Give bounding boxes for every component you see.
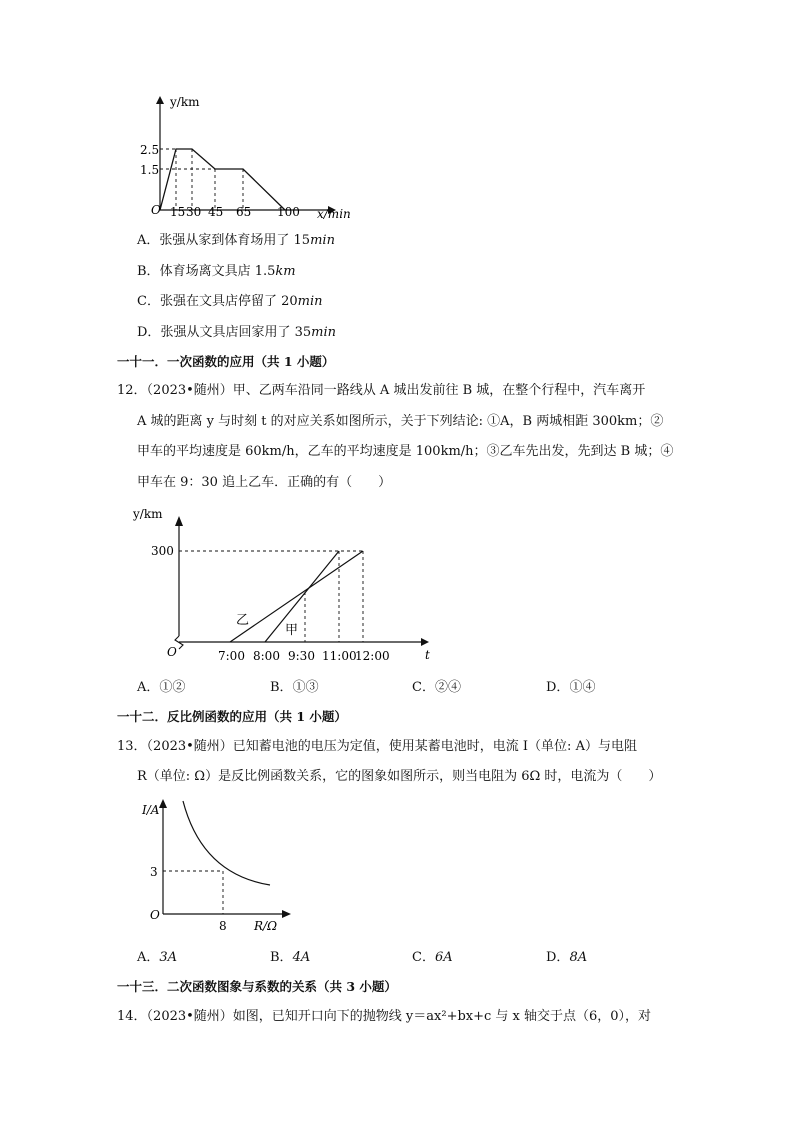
q12-option-c: C．②④ xyxy=(412,680,461,695)
q12-line-jia xyxy=(265,551,339,642)
q11-option-c: C．张强在文具店停留了 20min xyxy=(137,294,323,309)
q12-xtick-930: 9:30 xyxy=(288,649,315,663)
q12-line-1: 12．（2023•随州）甲、乙两车沿同一路线从 A 城出发前往 B 城，在整个行程中，汽车离开 xyxy=(117,383,646,398)
section-11-heading: 一十一．一次函数的应用（共 1 小题） xyxy=(117,354,335,369)
q11-ytick-2.5: 2.5 xyxy=(140,143,160,157)
q13-line-1: 13．（2023•随州）已知蓄电池的电压为定值，使用某蓄电池时，电流 I（单位: A）与电阻 xyxy=(117,739,637,754)
q11-y-arrow xyxy=(156,96,164,104)
q11-ytick-1.5: 1.5 xyxy=(140,163,160,177)
section-13-heading: 一十三．二次函数图象与系数的关系（共 3 小题） xyxy=(117,979,397,994)
q13-y-label: I/A xyxy=(142,803,160,817)
q12-x-arrow xyxy=(421,638,429,646)
q12-xtick-700: 7:00 xyxy=(218,649,245,663)
q12-y-arrow xyxy=(175,516,183,526)
q11-xtick-15: 15 xyxy=(170,205,186,219)
q13-option-b: B．4A xyxy=(270,950,311,965)
q11-option-b: B．体育场离文具店 1.5km xyxy=(137,264,296,279)
q12-label-jia: 甲 xyxy=(285,623,299,638)
q11-xtick-45: 45 xyxy=(208,205,224,219)
q12-ytick-300: 300 xyxy=(151,544,174,558)
q11-origin: O xyxy=(151,203,161,217)
q11-xtick-65: 65 xyxy=(236,205,252,219)
q12-line-4: 甲车在 9：30 追上乙车．正确的有（ ） xyxy=(137,475,392,490)
q13-option-a: A．3A xyxy=(137,950,178,965)
q13-curve xyxy=(183,801,270,885)
q11-graph-line xyxy=(160,149,285,210)
q12-xtick-800: 8:00 xyxy=(253,649,280,663)
q11-option-d: D．张强从文具店回家用了 35min xyxy=(137,325,336,340)
q13-ytick-3: 3 xyxy=(150,865,158,879)
q13-option-d: D．8A xyxy=(546,950,588,965)
q13-origin: O xyxy=(150,908,160,922)
q14-line-1: 14．（2023•随州）如图，已知开口向下的抛物线 y＝ax²+bx+c 与 x 轴交于点（6，0），对 xyxy=(117,1009,652,1024)
q12-option-b: B．①③ xyxy=(270,680,319,695)
q12-option-d: D．①④ xyxy=(546,680,596,695)
q12-line-2: A 城的距离 y 与时刻 t 的对应关系如图所示，关于下列结论: ①A，B 两城相距 300km；② xyxy=(137,414,664,429)
section-12-heading: 一十二．反比例函数的应用（共 1 小题） xyxy=(117,709,347,724)
q11-x-label: x/min xyxy=(317,207,351,221)
q12-option-a: A．①② xyxy=(137,680,186,695)
q13-option-c: C．6A xyxy=(412,950,453,965)
q12-origin: O xyxy=(167,645,177,659)
q11-y-label: y/km xyxy=(170,95,200,109)
q13-xtick-8: 8 xyxy=(219,919,227,932)
q13-y-arrow xyxy=(159,799,167,808)
q11-xtick-100: 100 xyxy=(277,205,300,219)
q13-x-arrow xyxy=(282,910,291,918)
q13-graph xyxy=(140,796,300,932)
q12-xtick-1100: 11:00 xyxy=(322,649,357,663)
q12-label-yi: 乙 xyxy=(236,613,250,628)
q11-graph xyxy=(140,92,360,227)
q12-graph xyxy=(125,504,445,672)
q11-xtick-30: 30 xyxy=(186,205,202,219)
q11-option-a: A．张强从家到体育场用了 15min xyxy=(137,233,335,248)
q13-x-label: R/Ω xyxy=(254,919,278,932)
q12-line-3: 甲车的平均速度是 60km/h，乙车的平均速度是 100km/h；③乙车先出发，先到达 B 城；④ xyxy=(137,444,674,459)
q12-x-label: t xyxy=(425,648,430,662)
q12-y-label: y/km xyxy=(133,507,163,521)
q12-xtick-1200: 12:00 xyxy=(355,649,390,663)
q13-line-2: R（单位: Ω）是反比例函数关系，它的图象如图所示，则当电阻为 6Ω 时，电流为（ ） xyxy=(137,769,662,784)
